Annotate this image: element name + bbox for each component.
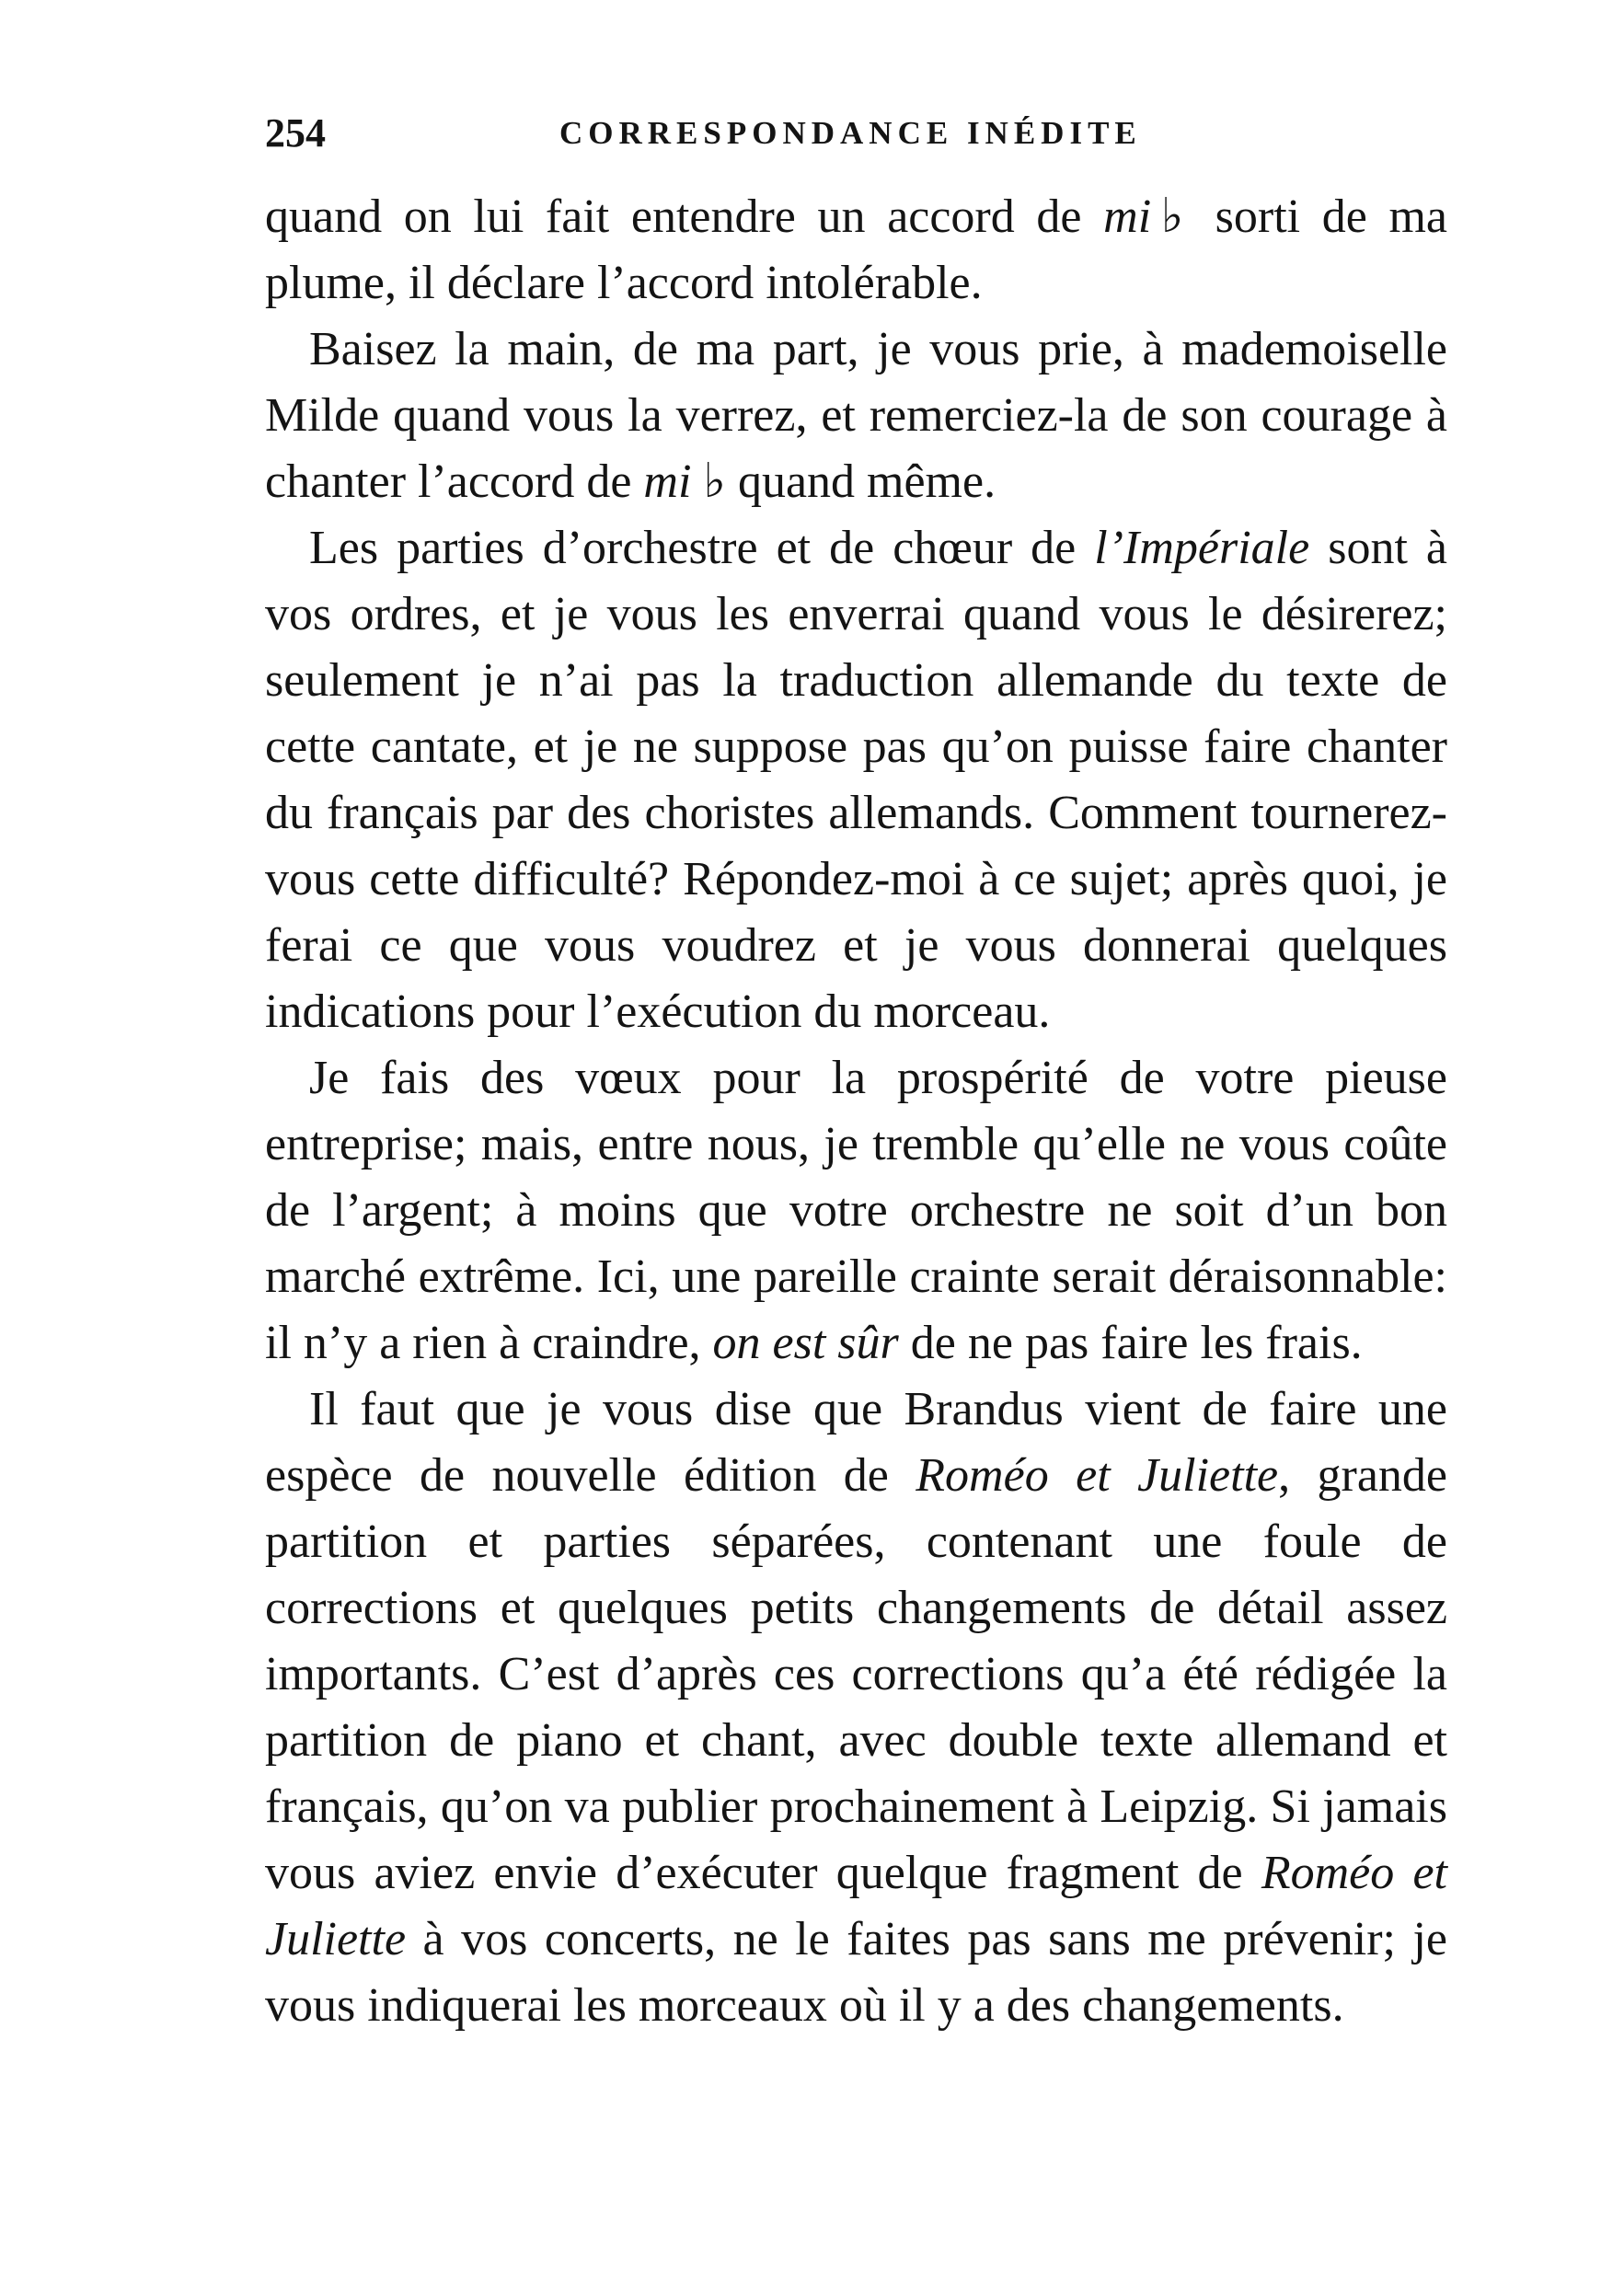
text-run: à vos concerts, ne le faites pas sans me prévenir; je vous indiquerai les morceaux où il y a des changements.	[265, 1913, 1447, 2032]
text-run: , grande partition et parties séparées, contenant une foule de corrections et quelques petits changements de détail assez importants. C’est d’après ces corrections qu’a été rédigée la partition de piano et chant, avec double texte allemand et français, qu’on va publier prochainement à Leipzig. Si jamais vous aviez envie d’exécuter quelque fragment de	[265, 1449, 1447, 1899]
text-run: quand même.	[725, 455, 996, 508]
page-header	[265, 101, 1447, 166]
italic-text: mi♭	[1103, 190, 1193, 243]
italic-text: Roméo et Juliette	[916, 1449, 1279, 1502]
page-number: 254	[265, 110, 326, 156]
text-run: de ne pas faire les frais.	[898, 1317, 1363, 1369]
text-run: Il faut que je vous dise que Brandus vient de faire une espèce de nouvelle édition de	[265, 1383, 1447, 1502]
text-run: Les parties d’orchestre et de chœur de	[309, 522, 1095, 574]
italic-text: on est sûr	[712, 1317, 899, 1369]
text-run: sorti de ma plume, il déclare l’accord intolérable.	[265, 190, 1448, 309]
paragraph	[265, 1377, 1447, 2039]
body-text	[265, 184, 1447, 2039]
paragraph	[265, 1045, 1447, 1377]
italic-text: mi ♭	[643, 455, 726, 508]
text-run: Baisez la main, de ma part, je vous prie, à mademoiselle Milde quand vous la verrez, et remerciez-la de son courage à chanter l’accord de	[265, 323, 1447, 508]
text-run: quand on lui fait entendre un accord de	[265, 190, 1104, 243]
paragraph	[265, 317, 1447, 515]
paragraph	[265, 515, 1447, 1045]
running-title: CORRESPONDANCE INÉDITE	[559, 115, 1142, 151]
text-run: sont à vos ordres, et je vous les enverrai quand vous le désirerez; seulement je n’ai pas la traduction allemande du texte de cette cantate, et je ne suppose pas qu’on puisse faire chanter du français par des choristes allemands. Comment tournerez-vous cette difficulté? Répondez-moi à ce sujet; après quoi, je ferai ce que vous voudrez et je vous donnerai quelques indications pour l’exécution du morceau.	[265, 522, 1448, 1038]
text-run: Je fais des vœux pour la prospérité de votre pieuse entreprise; mais, entre nous, je tremble qu’elle ne vous coûte de l’argent; à moins que votre orchestre ne soit d’un bon marché extrême. Ici, une pareille crainte serait déraisonnable: il n’y a rien à craindre,	[265, 1052, 1447, 1369]
paragraph	[265, 184, 1447, 317]
italic-text: Roméo et Juliette	[265, 1847, 1447, 1965]
italic-text: l’Impériale	[1094, 522, 1310, 574]
